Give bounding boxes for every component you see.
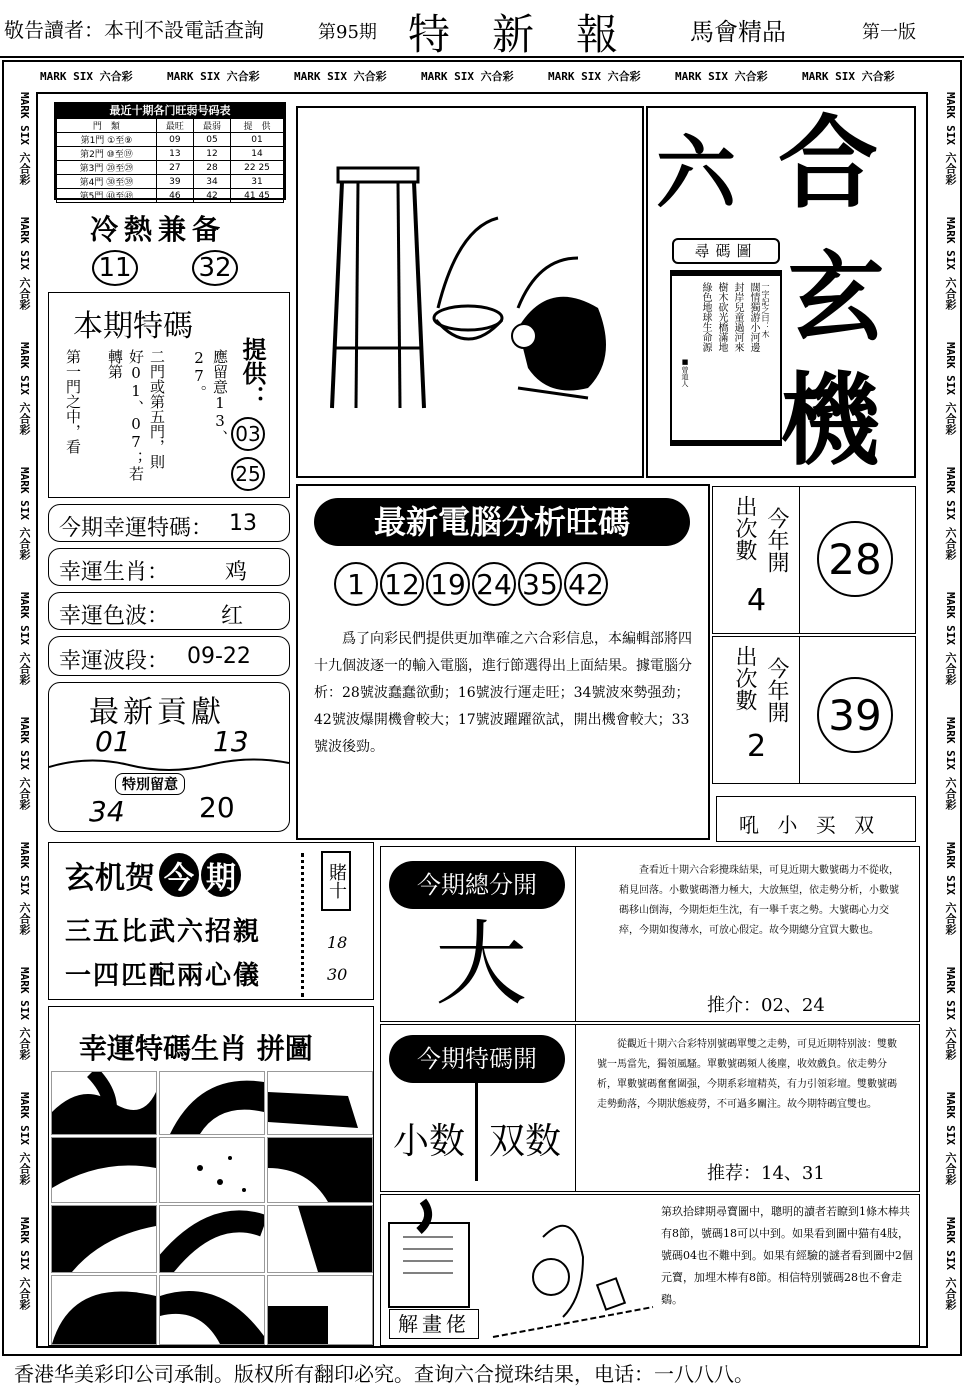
odd-even-right: 双数 (489, 1121, 562, 1162)
footer: 香港华美彩印公司承制。版权所有翻印必究。查询六合搅珠结果，电话：一八八八。 (14, 1362, 754, 1386)
special-col-2: 二門或第五門，則 (148, 349, 166, 469)
size-big-char: 大 (435, 911, 528, 1018)
scroll-line-2: 闊情獨游小河邊 (748, 282, 759, 352)
contribution-top-1: 01 (95, 725, 131, 758)
contribution-box (48, 682, 290, 832)
table-row: 第1門 ①至⑨ 09 05 01 (57, 133, 284, 147)
puzzle-piece (159, 1071, 265, 1135)
right-border-strip: MARK SIX 六合彩MARK SIX 六合彩MARK SIX 六合彩MARK SIX 六合彩MARK SIX 六合彩MARK SIX 六合彩MARK SIX 六合彩MARK SIX 六合彩MARK SIX 六合彩MARK SIX 六合彩 (944, 92, 957, 1310)
table-row: 第5門 ㊵至㊾ 46 42 41 45 (57, 189, 284, 203)
header-edition: 第一版 (862, 22, 916, 43)
lucky-special-row: 今期幸運特碼： 13 (48, 504, 290, 542)
puzzle-title: 幸運特碼生肖 拼圖 (79, 1032, 313, 1065)
brand-ji: 機 (780, 361, 880, 479)
year-stats-1-count: 4 (747, 583, 767, 618)
th-provide: 提 供 (231, 119, 284, 133)
top-border-strip: MARK SIX 六合彩 MARK SIX 六合彩 MARK SIX 六合彩 MARK SIX 六合彩 MARK SIX 六合彩 MARK SIX 六合彩 MARK SIX 六合彩 (40, 70, 895, 83)
puzzle-box (48, 1006, 374, 1346)
scroll-line-5: 綠色地球生命源 (700, 282, 711, 352)
year-stats-1-number: 28 (817, 521, 893, 597)
provide-number-2: 25 (231, 457, 265, 491)
painting-text: 第玖拾肆期尋寶圖中，聰明的讀者若瞭到1條木棒共有8節，號碼18可以中到。如果看到圖中猫有4肢，號碼04也不難中到。如果有經驗的謎者看到圖中2個元寶，加埋木棒有8節。相信特別號碼28也不會走鷄。 (661, 1205, 913, 1306)
puzzle-piece (267, 1137, 373, 1203)
year-stats-1-divider (799, 487, 800, 633)
size-divider (575, 847, 576, 1021)
computer-number: 12 (380, 562, 424, 606)
odd-even-mid-line (475, 1083, 478, 1181)
puzzle-grid (51, 1071, 371, 1343)
header-bar (0, 0, 964, 58)
xuanji-side-number-1: 18 (327, 933, 348, 952)
header-issue: 第95期 (318, 22, 377, 43)
year-stats-2-divider (799, 637, 800, 783)
cold-hot-number-1: 11 (92, 250, 138, 286)
provide-number-1: 03 (231, 417, 265, 451)
year-stats-1-b: 出次數 (732, 495, 757, 561)
special-provide-label: 提供： (238, 337, 267, 409)
left-border-strip: MARK SIX 六合彩MARK SIX 六合彩MARK SIX 六合彩MARK SIX 六合彩MARK SIX 六合彩MARK SIX 六合彩MARK SIX 六合彩MARK SIX 六合彩MARK SIX 六合彩MARK SIX 六合彩 (18, 92, 31, 1310)
gate-table (56, 118, 284, 203)
painting-label: 解畫佬 (389, 1309, 479, 1339)
brand-box (646, 106, 916, 478)
xuanji-he-box (48, 842, 374, 1000)
special-code-title: 本期特碼 (73, 309, 193, 344)
computer-number: 35 (518, 562, 562, 606)
xuanji-line-1: 三五比武六招親 (65, 917, 262, 947)
computer-analysis-box (296, 484, 710, 840)
year-stats-2-a: 今年開 (764, 657, 789, 723)
size-banner-text: 吼 小 买 双 (739, 813, 881, 837)
puzzle-piece (159, 1275, 265, 1345)
odd-even-divider (575, 1025, 576, 1191)
puzzle-piece (267, 1205, 373, 1273)
puzzle-piece (51, 1275, 157, 1345)
th-gate: 門 類 (57, 119, 157, 133)
cold-hot-number-2: 32 (192, 250, 238, 286)
th-hot: 最旺 (156, 119, 193, 133)
xuanji-line-2: 一四匹配兩心儀 (65, 961, 262, 991)
computer-number: 1 (334, 562, 378, 606)
painting-section (380, 1194, 920, 1346)
header-notice: 敬告讀者：本刊不設電話查詢 (4, 18, 264, 42)
size-text: 查看近十期六合彩攪珠結果，可見近期大數號碼力不從收，稍見回落。小數號碼潛力極大，大放無望，依走勢分析，小數號碼移山倒海，今期炬炬生沈，有一擧千衷之勢。大號碼心力交瘁，今期如復薄水，可放心假定。故今期總分宜買大數也。 (619, 865, 899, 936)
year-stats-box-1 (712, 486, 916, 634)
scroll-line-3: 封岸兒童過河來 (732, 282, 743, 352)
computer-number: 19 (426, 562, 470, 606)
lucky-zodiac-row: 幸運生肖： 鸡 (48, 548, 290, 586)
special-col-4: 第一門之中，看 (64, 349, 82, 454)
odd-even-text: 從觀近十期六合彩特別號碼單雙之走勢，可見近期特别波：雙數號一馬當先，獨領風騷。單數號碼頻人後塵，收效戲負。依走勢分析，單數號碼奮奮圍强，今期系彩壇精英，有力引領彩壇。雙數號碼走勢動落，今期狀態疲勞，不可過多關注。故今期特碼宜雙也。 (597, 1039, 897, 1110)
table-row: 第4門 ㉚至㊴ 39 34 31 (57, 175, 284, 189)
computer-title: 最新電腦分析旺碼 (314, 498, 690, 546)
brand-he: 合 (778, 104, 878, 222)
odd-even-badge: 今期特碼開 (389, 1035, 565, 1083)
computer-text: 爲了向彩民們提供更加準確之六合彩信息，本編輯部將四十九個波逐一的輸入電腦，進行節選得出上面結果。據電腦分析：28號波蠢蠢欲動；16號波行運走旺；34號波來勢强劲；42號波爆開機會較大；17號波躍躍欲試，開出機會較大；33號波後勁。 (314, 631, 692, 755)
odd-even-section (380, 1024, 920, 1192)
scroll-tag: 尋碼圖 (672, 238, 780, 264)
size-section (380, 846, 920, 1022)
xuanji-he-title: 玄机贺 今 期 (65, 853, 241, 897)
year-stats-2-number: 39 (817, 677, 893, 753)
computer-number: 24 (472, 562, 516, 606)
computer-numbers (334, 562, 674, 608)
puzzle-piece (51, 1205, 157, 1273)
computer-number: 42 (564, 562, 608, 606)
lucky-color-row: 幸運色波： 红 (48, 592, 290, 630)
gate-table-box (54, 102, 286, 200)
year-stats-box-2 (712, 636, 916, 784)
xuanji-side-box: 賭 十 (321, 851, 351, 911)
illustration-stand-cat (298, 108, 642, 476)
contribution-note: 特別留意 (115, 773, 185, 795)
xuanji-dotted-line (301, 853, 304, 997)
contribution-bottom-2: 20 (199, 791, 235, 824)
puzzle-piece (267, 1071, 373, 1135)
size-badge: 今期總分開 (389, 861, 565, 909)
scroll-sign: ■曾道人 (681, 358, 689, 387)
scroll-line-4: 樹木砍光橋滿地 (716, 282, 727, 352)
header-subtitle: 馬會精品 (690, 18, 786, 46)
illustration-box (296, 106, 644, 478)
puzzle-piece (159, 1137, 265, 1203)
size-recommend: 推介：02、24 (707, 995, 825, 1016)
table-row: 第3門 ⑳至㉙ 27 28 22 25 (57, 161, 284, 175)
contribution-title: 最新貢獻 (89, 695, 225, 730)
year-stats-2-b: 出次數 (732, 645, 757, 711)
contribution-top-2: 13 (213, 725, 249, 758)
brand-liu: 六 (656, 126, 736, 220)
size-banner (716, 796, 916, 842)
year-stats-1-a: 今年開 (764, 507, 789, 573)
special-col-1: 應留意13、27。 (190, 349, 229, 445)
special-col-3: 好01、07；若轉第 (106, 349, 145, 481)
header-title: 特 新 報 (408, 10, 619, 59)
lucky-range-row: 幸運波段： 09-22 (48, 636, 290, 676)
brand-xuan: 玄 (788, 241, 884, 354)
gate-table-title: 最近十期各门旺弱号码表 (56, 104, 284, 118)
xuanji-side-number-2: 30 (327, 965, 348, 984)
th-cold: 最弱 (193, 119, 230, 133)
puzzle-piece (51, 1137, 157, 1203)
scroll (664, 238, 788, 458)
cold-hot-title: 冷熱兼备 (90, 213, 227, 246)
puzzle-piece (267, 1275, 373, 1345)
puzzle-piece (159, 1205, 265, 1273)
contribution-bottom-1: 34 (89, 795, 125, 828)
special-code-box (48, 292, 290, 498)
odd-even-left: 小数 (393, 1121, 466, 1162)
odd-even-recommend: 推荐：14、31 (707, 1163, 825, 1184)
scroll-line-1: 一字記之曰：木 (761, 282, 770, 338)
puzzle-piece (51, 1071, 157, 1135)
table-row: 第2門 ⑩至⑲ 13 12 14 (57, 147, 284, 161)
year-stats-2-count: 2 (747, 729, 767, 764)
